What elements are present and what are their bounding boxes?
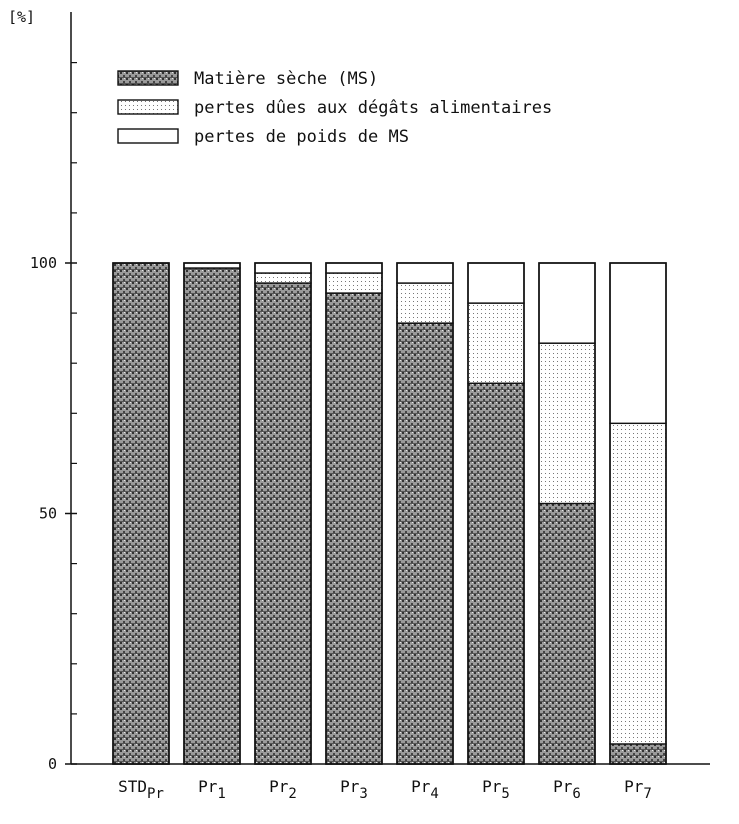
x-category-label: Pr1 [198,777,226,802]
y-axis-unit-label: [%] [8,8,36,26]
bar-segment-blank [326,263,382,273]
bars-group [113,263,666,764]
bar-segment-dense [326,293,382,764]
x-category-label: Pr5 [482,777,510,802]
x-axis-labels [118,777,652,802]
x-category-label: Pr3 [340,777,368,802]
y-tick-label: 0 [47,755,57,773]
bar-segment-dense [610,744,666,764]
bar-segment-dotted [326,273,382,293]
bar-segment-blank [468,263,524,303]
bar-segment-dense [184,268,240,764]
bar-segment-dense [468,383,524,764]
bar-segment-blank [610,263,666,423]
legend-swatch-dense [118,71,178,85]
bar-segment-dotted [397,283,453,323]
bar-segment-dense [539,503,595,764]
legend-swatch-blank [118,129,178,143]
y-minor-ticks [71,63,77,714]
bar-segment-blank [539,263,595,343]
y-axis-ticks [30,254,77,773]
legend-label: pertes de poids de MS [194,127,409,147]
bar-segment-dotted [610,423,666,744]
bar-segment-dotted [468,303,524,383]
bar-segment-blank [397,263,453,283]
legend [118,69,552,147]
y-tick-label: 50 [38,504,57,523]
x-category-label: Pr4 [411,777,439,802]
legend-label: Matière sèche (MS) [194,69,379,89]
x-category-label: Pr2 [269,777,297,802]
bar-segment-dense [255,283,311,764]
bar-segment-dotted [255,273,311,283]
legend-label: pertes dûes aux dégâts alimentaires [194,98,553,118]
x-category-label: STDPr [118,777,164,802]
legend-swatch-dotted [118,100,178,114]
bar-segment-blank [255,263,311,273]
bar-segment-dense [397,323,453,764]
bar-segment-dotted [539,343,595,503]
x-category-label: Pr6 [553,777,581,802]
y-tick-label: 100 [29,254,57,272]
bar-segment-dense [113,263,169,764]
x-category-label: Pr7 [624,777,652,802]
